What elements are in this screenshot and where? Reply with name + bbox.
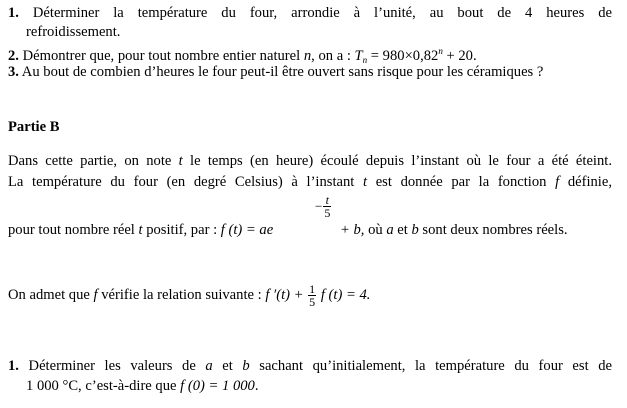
text: On admet que: [8, 287, 94, 303]
item-1-line-1: [8, 5, 612, 22]
item-3-line: [8, 64, 543, 81]
fraction-denominator: 5: [309, 295, 316, 310]
text: et: [393, 222, 412, 238]
formula-subscript: n: [362, 55, 368, 65]
text: est donnée par la fonction: [367, 174, 556, 190]
text: La température du four (en degré Celsius) à l’instant: [8, 174, 363, 190]
variable-a: a: [205, 358, 213, 374]
formula-plus-b: + b,: [340, 222, 365, 238]
text: pour tout nombre réel: [8, 222, 139, 238]
item-number: 1.: [8, 5, 19, 21]
formula-T: T: [354, 48, 363, 64]
variable-b: b: [242, 358, 250, 374]
part-b-item-1-line-2: [26, 378, 259, 395]
text: 1 000 °C, c’est-à-dire que: [26, 378, 181, 394]
item-number: 1.: [8, 358, 19, 374]
exponent: [315, 194, 332, 219]
function-f: f: [220, 222, 225, 238]
text: Déterminer les valeurs de: [28, 358, 206, 374]
variable-f: f: [555, 174, 560, 190]
formula-derivative: f ′(t) +: [265, 287, 308, 303]
text: où: [364, 222, 387, 238]
exponent-numerator: t: [323, 194, 331, 207]
formula: f (0) = 1 000: [180, 378, 255, 394]
exponent-denominator: 5: [324, 206, 331, 220]
item-text: Démontrer que, pour tout nombre entier naturel: [22, 48, 304, 64]
paragraph-line-2: [8, 174, 612, 191]
text: positif, par :: [142, 222, 221, 238]
item-text: Au bout de combien d’heures le four peut-il être ouvert sans risque pour les céramiques ?: [21, 64, 544, 80]
variable-a: a: [386, 222, 394, 238]
text: .: [254, 378, 259, 394]
formula-exponent: n: [438, 46, 443, 56]
paragraph-line-1: [8, 153, 612, 170]
formula-rhs-end: + 20.: [442, 48, 477, 64]
text: le temps (en heure) écoulé depuis l’instant où le four a été éteint.: [182, 153, 612, 169]
variable-f: f: [93, 287, 98, 303]
exponent-fraction: [323, 194, 331, 219]
paragraph-line-3: [8, 222, 273, 239]
relation-line: [8, 277, 370, 313]
text: sachant qu’initialement, la température du four est de: [249, 358, 612, 374]
relation-fraction: [308, 283, 316, 308]
variable-n: n: [303, 48, 312, 64]
text: vérifie la relation suivante :: [97, 287, 266, 303]
item-number: 2.: [8, 48, 19, 64]
variable-t: t: [363, 174, 368, 190]
text: Dans cette partie, on note: [8, 153, 179, 169]
item-1-line-2: [26, 24, 120, 41]
fraction-numerator: 1: [309, 282, 316, 297]
text: définie,: [559, 174, 612, 190]
item-text: , on a :: [311, 48, 355, 64]
formula: (t) = ae: [224, 222, 274, 238]
variable-b: b: [411, 222, 419, 238]
item-text: refroidissement.: [26, 24, 121, 40]
formula-end: f (t) = 4.: [317, 287, 371, 303]
variable-t: t: [138, 222, 143, 238]
item-text: Déterminer la température du four, arrondie à l’unité, au bout de 4 heures de: [32, 5, 612, 21]
text: et: [212, 358, 243, 374]
exponent-minus: −: [315, 198, 323, 214]
variable-t: t: [178, 153, 183, 169]
formula-rhs: = 980×0,82: [367, 48, 439, 64]
section-heading: Partie B: [8, 119, 60, 135]
paragraph-line-3-end: [340, 222, 568, 239]
text: sont deux nombres réels.: [418, 222, 568, 238]
part-b-item-1-line-1: [8, 358, 612, 375]
item-number: 3.: [8, 64, 19, 80]
